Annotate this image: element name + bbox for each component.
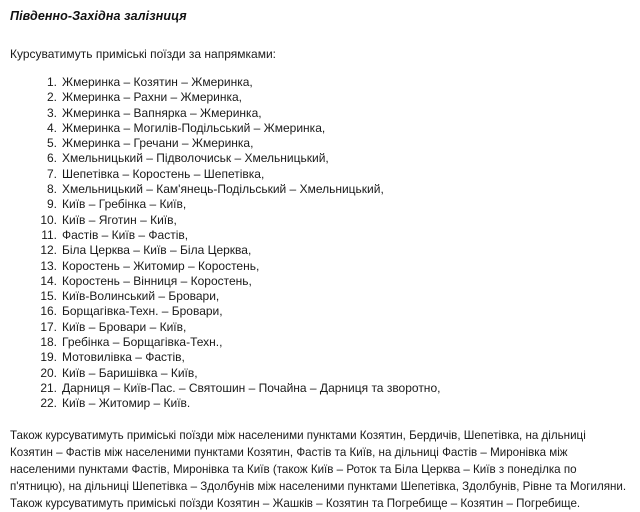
list-item-label: Київ – Житомир – Київ. — [62, 396, 191, 411]
list-item-label: Біла Церква – Київ – Біла Церква, — [62, 243, 252, 258]
list-item — [6, 136, 634, 151]
list-item-label: Мотовилівка – Фастів, — [62, 350, 185, 365]
list-item-label: Жмеринка – Гречани – Жмеринка, — [62, 136, 254, 151]
list-item — [6, 320, 634, 335]
list-item-number: 4. — [46, 120, 57, 135]
list-item-label: Коростень – Вінниця – Коростень, — [62, 273, 252, 288]
list-item-number: 5. — [46, 136, 57, 151]
list-item — [6, 304, 634, 319]
list-item-number: 13. — [40, 258, 57, 273]
intro-text: Курсуватимуть приміські поїзди за напрямками: — [10, 47, 276, 61]
list-item-label: Київ-Волинський – Бровари, — [62, 289, 220, 304]
list-item-label: Хмельницький – Кам'янець-Подільський – Хмельницький, — [62, 182, 384, 197]
list-item — [6, 182, 634, 197]
list-item-number: 18. — [40, 335, 57, 350]
body-paragraph-1: Також курсуватимуть приміські поїзди між населеними пунктами Козятин, Бердичів, Шепетівка, на дільниці Козятин – Фастів між населеними пунктами Козятин, Фастів та Київ, на дільниці Фастів – Миронівка між населеними пунктами Фастів, Миронівка та Київ (також Київ – Роток та Біла Церква – Київ з понеділка по п'ятницю), на дільниці Шепетівка – Здолбунів між населеними пунктами Шепетівка, Здолбунів, Рівне та Могиляни. — [10, 428, 627, 493]
list-item-number: 15. — [40, 289, 57, 304]
list-item-number: 22. — [40, 396, 57, 411]
list-item-number: 19. — [40, 350, 57, 365]
list-item-number: 16. — [40, 304, 57, 319]
list-item-label: Жмеринка – Могилів-Подільський – Жмеринка, — [62, 120, 326, 135]
list-item-number: 9. — [46, 197, 57, 212]
list-item — [6, 213, 634, 228]
list-item — [6, 381, 634, 396]
list-item-number: 2. — [46, 90, 57, 105]
list-item — [6, 289, 634, 304]
list-item-label: Борщагівка-Техн. – Бровари, — [62, 304, 223, 319]
list-item — [6, 228, 634, 243]
list-item — [6, 396, 634, 411]
list-item — [6, 259, 634, 274]
list-item-number: 11. — [41, 227, 57, 242]
list-item — [6, 90, 634, 105]
list-item — [6, 197, 634, 212]
list-item-number: 10. — [40, 212, 57, 227]
list-item-label: Київ – Баришівка – Київ, — [62, 365, 198, 380]
list-item-label: Київ – Бровари – Київ, — [62, 319, 187, 334]
list-item — [6, 106, 634, 121]
list-item-label: Дарниця – Київ-Пас. – Святошин – Почайна – Дарниця та зворотно, — [62, 380, 441, 395]
list-item — [6, 366, 634, 381]
list-item-number: 20. — [40, 365, 57, 380]
body-paragraph-2: Також курсуватимуть приміські поїзди Козятин – Жашків – Козятин та Погребище – Козятин – Погребище. — [10, 496, 581, 510]
list-item-label: Хмельницький – Підволочиськ – Хмельницький, — [62, 151, 329, 166]
list-item — [6, 350, 634, 365]
list-item-label: Коростень – Житомир – Коростень, — [62, 258, 260, 273]
list-item-label: Київ – Гребінка – Київ, — [62, 197, 187, 212]
list-item — [6, 75, 634, 90]
list-item-number: 12. — [40, 243, 57, 258]
list-item-label: Київ – Яготин – Київ, — [62, 212, 177, 227]
list-item-number: 3. — [46, 105, 57, 120]
list-item-label: Жмеринка – Рахни – Жмеринка, — [62, 90, 243, 105]
list-item-label: Жмеринка – Козятин – Жмеринка, — [62, 75, 253, 89]
list-item-number: 6. — [46, 151, 57, 166]
page-title: Південно-Західна залізниця — [10, 9, 187, 23]
list-item-number: 14. — [40, 273, 57, 288]
list-item-number: 17. — [40, 319, 57, 334]
list-item-number: 21. — [40, 380, 57, 395]
route-list — [6, 75, 634, 412]
list-item-number: 1. — [46, 75, 57, 89]
list-item — [6, 335, 634, 350]
list-item-number: 7. — [46, 166, 57, 181]
list-item — [6, 243, 634, 258]
list-item-label: Шепетівка – Коростень – Шепетівка, — [62, 166, 265, 181]
list-item-number: 8. — [46, 182, 57, 197]
list-item — [6, 167, 634, 182]
list-item — [6, 274, 634, 289]
list-item — [6, 151, 634, 166]
list-item-label: Жмеринка – Вапнярка – Жмеринка, — [62, 105, 262, 120]
list-item-label: Гребінка – Борщагівка-Техн., — [62, 335, 223, 350]
list-item — [6, 121, 634, 136]
list-item-label: Фастів – Київ – Фастів, — [62, 227, 189, 242]
